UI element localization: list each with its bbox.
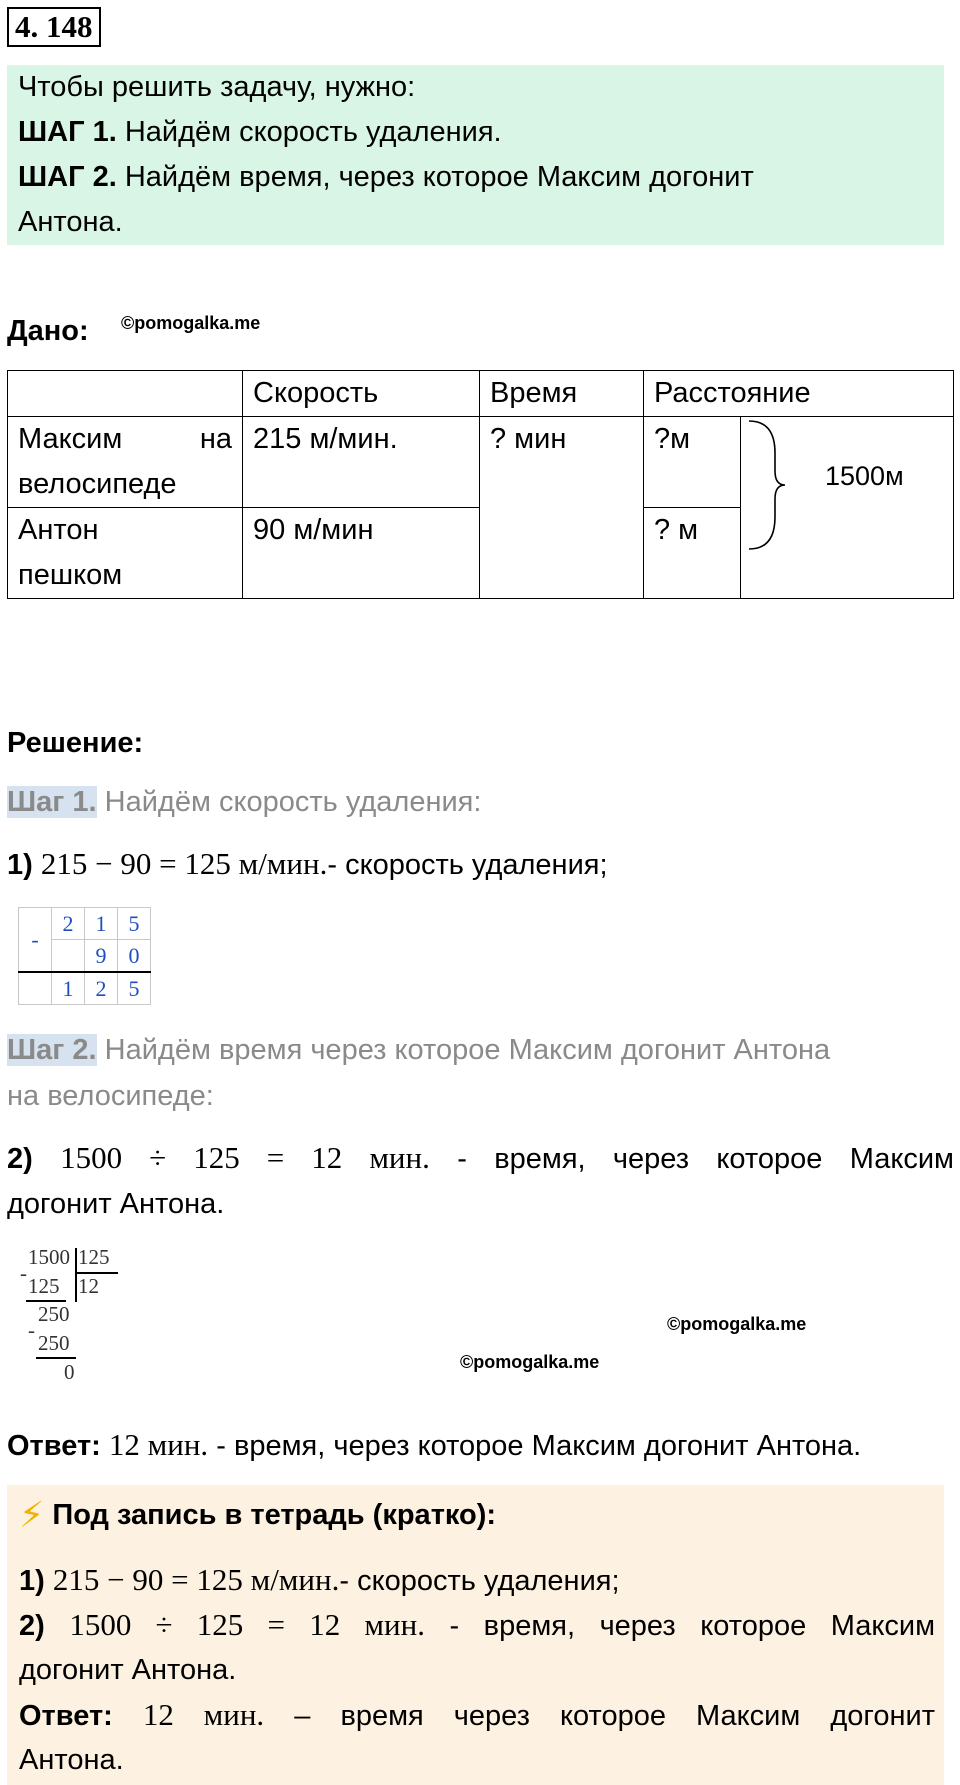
short-title: Под запись в тетрадь (кратко): bbox=[52, 1499, 497, 1531]
plan-box bbox=[7, 65, 944, 245]
anton-name: Антон bbox=[18, 514, 99, 546]
sub-digit bbox=[52, 940, 85, 973]
plan-step2-text: Найдём время, через которое Максим догонит bbox=[116, 161, 754, 193]
sub-digit: 0 bbox=[118, 940, 151, 973]
div-minus-2: - bbox=[28, 1318, 35, 1342]
short-title-line bbox=[19, 1495, 496, 1535]
step2-num: 2) bbox=[7, 1143, 33, 1175]
step1-label: Шаг 1. bbox=[7, 786, 97, 818]
step2-label: Шаг 2. bbox=[7, 1034, 97, 1066]
table-cell-anton bbox=[8, 508, 243, 599]
plan-step1-text: Найдём скорость удаления. bbox=[116, 116, 502, 148]
column-subtraction bbox=[18, 907, 151, 1005]
step1-desc: - скорость удаления; bbox=[327, 849, 608, 881]
plan-step2-label: ШАГ 2. bbox=[18, 161, 117, 193]
step2-heading bbox=[7, 1030, 830, 1070]
table-cell-maxim-dist: ?м bbox=[644, 417, 741, 508]
short-ans-cont: Антона. bbox=[19, 1744, 124, 1776]
table-cell-anton-dist: ? м bbox=[644, 508, 741, 599]
step1-formula: 215 − 90 = 125 м/мин. bbox=[40, 846, 328, 881]
watermark: ©pomogalka.me bbox=[460, 1352, 600, 1372]
sub-digit: 9 bbox=[85, 940, 118, 973]
short-l1-num: 1) bbox=[19, 1565, 45, 1597]
div-sub2: 250 bbox=[38, 1331, 70, 1355]
solution-label: Решение: bbox=[7, 727, 144, 759]
table-header-distance: Расстояние bbox=[644, 371, 954, 417]
plan-step1-label: ШАГ 1. bbox=[18, 116, 117, 148]
sub-digit: 1 bbox=[85, 908, 118, 940]
anton-mode: пешком bbox=[18, 559, 123, 591]
answer-line bbox=[7, 1425, 861, 1466]
short-line-1 bbox=[19, 1560, 620, 1601]
short-l1-desc: - скорость удаления; bbox=[339, 1565, 620, 1597]
short-l2-cont: догонит Антона. bbox=[19, 1654, 237, 1686]
table-cell-maxim-speed: 215 м/мин. bbox=[243, 417, 480, 508]
table-header-speed: Скорость bbox=[243, 371, 480, 417]
short-ans-value: 12 мин. bbox=[142, 1697, 265, 1732]
short-ans-label: Ответ: bbox=[19, 1700, 113, 1732]
table-header-blank bbox=[8, 371, 243, 417]
short-l2-num: 2) bbox=[19, 1610, 45, 1642]
sub-sign: - bbox=[19, 908, 52, 973]
short-ans-desc: – время через которое Максим догонит bbox=[294, 1700, 935, 1732]
short-note-box bbox=[7, 1485, 944, 1785]
answer-label: Ответ: bbox=[7, 1430, 101, 1462]
sub-blank bbox=[19, 972, 52, 1005]
step1-heading bbox=[7, 782, 481, 822]
div-dividend: 1500 bbox=[28, 1245, 70, 1269]
div-vertical-line bbox=[75, 1248, 77, 1302]
table-cell-anton-speed: 90 м/мин bbox=[243, 508, 480, 599]
task-number: 4. 148 bbox=[7, 7, 101, 47]
step2-formula: 1500 ÷ 125 = 12 мин. bbox=[60, 1140, 430, 1175]
table-cell-maxim bbox=[8, 417, 243, 508]
watermark: ©pomogalka.me bbox=[667, 1314, 807, 1334]
div-quotient: 12 bbox=[78, 1274, 99, 1298]
short-line-2 bbox=[19, 1605, 935, 1646]
step2-desc: - время, через которое Максим bbox=[457, 1143, 954, 1175]
sub-digit: 2 bbox=[52, 908, 85, 940]
watermark: ©pomogalka.me bbox=[121, 313, 261, 333]
brace-icon bbox=[745, 417, 785, 553]
step2-line bbox=[7, 1138, 954, 1179]
div-sub1: 125 bbox=[28, 1274, 60, 1298]
short-answer-line bbox=[19, 1695, 935, 1736]
maxim-name: Максим bbox=[18, 423, 123, 455]
step2-text: Найдём время через которое Максим догонит Антона bbox=[96, 1034, 831, 1066]
lightning-icon: ⚡ bbox=[19, 1494, 45, 1535]
plan-intro: Чтобы решить задачу, нужно: bbox=[18, 71, 416, 103]
given-table bbox=[7, 370, 954, 599]
step2-desc-cont: догонит Антона. bbox=[7, 1188, 225, 1220]
div-divisor: 125 bbox=[78, 1245, 110, 1269]
answer-value: 12 мин. bbox=[108, 1427, 209, 1462]
sub-digit: 2 bbox=[85, 972, 118, 1005]
total-distance: 1500м bbox=[825, 461, 904, 491]
div-result: 0 bbox=[64, 1360, 75, 1384]
div-rem1: 250 bbox=[38, 1302, 70, 1326]
div-minus-1: - bbox=[20, 1261, 27, 1285]
given-label: Дано: bbox=[7, 315, 89, 347]
answer-text: - время, через которое Максим догонит Антона. bbox=[208, 1430, 862, 1462]
short-l2-desc: - время, через которое Максим bbox=[449, 1610, 936, 1642]
maxim-vehicle: велосипеде bbox=[18, 468, 177, 500]
table-header-time: Время bbox=[480, 371, 644, 417]
short-l1-formula: 215 − 90 = 125 м/мин. bbox=[52, 1562, 340, 1597]
plan-step-1 bbox=[7, 110, 944, 155]
sub-digit: 5 bbox=[118, 972, 151, 1005]
step2-text-cont: на велосипеде: bbox=[7, 1080, 214, 1112]
sub-digit: 5 bbox=[118, 908, 151, 940]
long-division bbox=[18, 1245, 128, 1395]
short-l2-formula: 1500 ÷ 125 = 12 мин. bbox=[69, 1607, 425, 1642]
step1-text: Найдём скорость удаления: bbox=[96, 786, 482, 818]
maxim-on: на bbox=[199, 423, 232, 455]
table-cell-time: ? мин bbox=[480, 417, 644, 599]
sub-digit: 1 bbox=[52, 972, 85, 1005]
div-line-2 bbox=[36, 1357, 76, 1359]
table-cell-total bbox=[741, 417, 954, 599]
step1-num: 1) bbox=[7, 849, 33, 881]
plan-step-2 bbox=[7, 155, 944, 200]
plan-step2-cont: Антона. bbox=[18, 206, 123, 238]
step1-line bbox=[7, 844, 608, 885]
